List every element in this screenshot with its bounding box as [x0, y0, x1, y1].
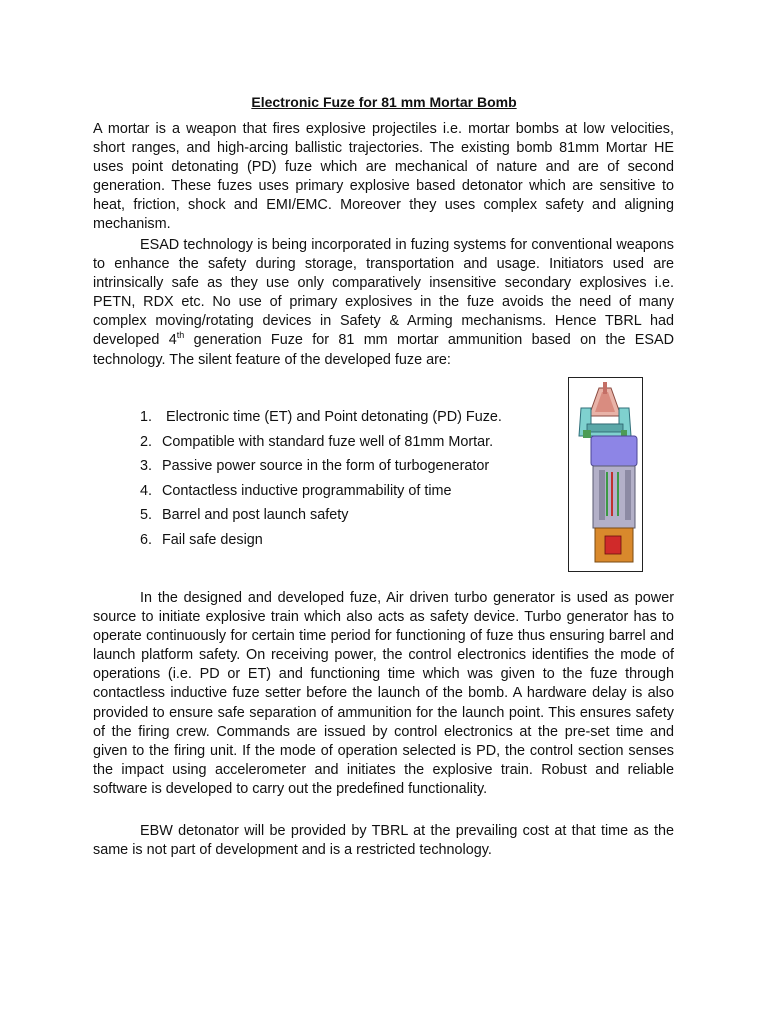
- list-number: 3.: [140, 458, 153, 474]
- list-item: [140, 506, 502, 531]
- list-number: 5.: [140, 507, 153, 523]
- fuze-body-channel: [625, 470, 631, 520]
- list-text: Barrel and post launch safety: [162, 507, 349, 523]
- list-text: Electronic time (ET) and Point detonating (PD) Fuze.: [162, 409, 502, 425]
- esad-text-after: generation Fuze for 81 mm mortar ammunition based on the ESAD technology. The silent feature of the developed fuze are:: [93, 332, 674, 368]
- superscript: th: [176, 330, 185, 341]
- fuze-green-part: [583, 430, 591, 438]
- fuze-cross-section-figure: [568, 377, 643, 572]
- list-text: Compatible with standard fuze well of 81mm Mortar.: [162, 433, 494, 450]
- list-number: 1.: [140, 409, 153, 425]
- feature-list: [140, 408, 502, 555]
- page-title: Electronic Fuze for 81 mm Mortar Bomb: [251, 94, 517, 110]
- esad-paragraph: [93, 236, 674, 370]
- esad-text-before: ESAD technology is being incorporated in fuzing systems for conventional weapons to enhance the safety during storage, transportation and usage. Initiators used are intrinsically safe as they use only comparatively insensitive secondary explosives i.e. PETN, RDX etc. No use of primary explosives in the fuze avoids the need of many complex moving/rotating devices in Safety & Arming mechanisms. Hence TBRL had developed 4: [93, 237, 674, 349]
- fuze-green-wire: [617, 472, 619, 516]
- list-number: 2.: [140, 433, 153, 450]
- fuze-red-wire: [611, 472, 613, 516]
- fuze-turbine: [587, 424, 623, 432]
- list-text: Contactless inductive programmability of time: [162, 482, 452, 499]
- list-item: [140, 433, 502, 458]
- list-item: [140, 408, 502, 433]
- fuze-tip: [603, 382, 607, 394]
- design-paragraph: In the designed and developed fuze, Air driven turbo generator is used as power source to initiate explosive train which also acts as safety device. Turbo generator has to operate continuously for certain time period for functioning of fuze thus ensuring barrel and launch platform safety. On receiving power, the control electronics identifies the mode of operations (i.e. PD or ET) and functioning time which was given to the fuze through contactless inductive fuze setter before the launch of the bomb. A hardware delay is also provided to ensure safe separation of ammunition for the launch point. This ensures safety of the firing crew. Commands are issued by control electronics at the pre-set time and given to the firing unit. If the mode of operation selected is PD, the control section senses the impact using accelerometer and initiates the explosive train. Robust and reliable software is developed to carry out the predefined functionality.: [93, 590, 674, 797]
- list-item: [140, 482, 502, 507]
- ebw-paragraph: EBW detonator will be provided by TBRL at the prevailing cost at that time as the same is not part of development and is a restricted technology.: [93, 823, 674, 859]
- list-text: Passive power source in the form of turbogenerator: [162, 458, 490, 474]
- list-number: 6.: [140, 531, 153, 548]
- list-number: 4.: [140, 482, 153, 499]
- fuze-green-wire: [606, 472, 608, 516]
- list-text: Fail safe design: [162, 531, 263, 548]
- fuze-detonator: [605, 536, 621, 554]
- list-item: [140, 531, 502, 556]
- fuze-diagram: [569, 378, 642, 571]
- fuze-generator: [591, 436, 637, 466]
- fuze-body-channel: [599, 470, 605, 520]
- intro-paragraph: A mortar is a weapon that fires explosive projectiles i.e. mortar bombs at low velocities, short ranges, and high-arcing ballistic trajectories. The existing bomb 81mm Mortar HE uses point detonating (PD) fuze which are mechanical of nature and are of second generation. These fuzes uses primary explosive based detonator which are sensitive to heat, friction, shock and EMI/EMC. Moreover they uses complex safety and aligning mechanism.: [93, 121, 674, 233]
- list-item: [140, 457, 502, 482]
